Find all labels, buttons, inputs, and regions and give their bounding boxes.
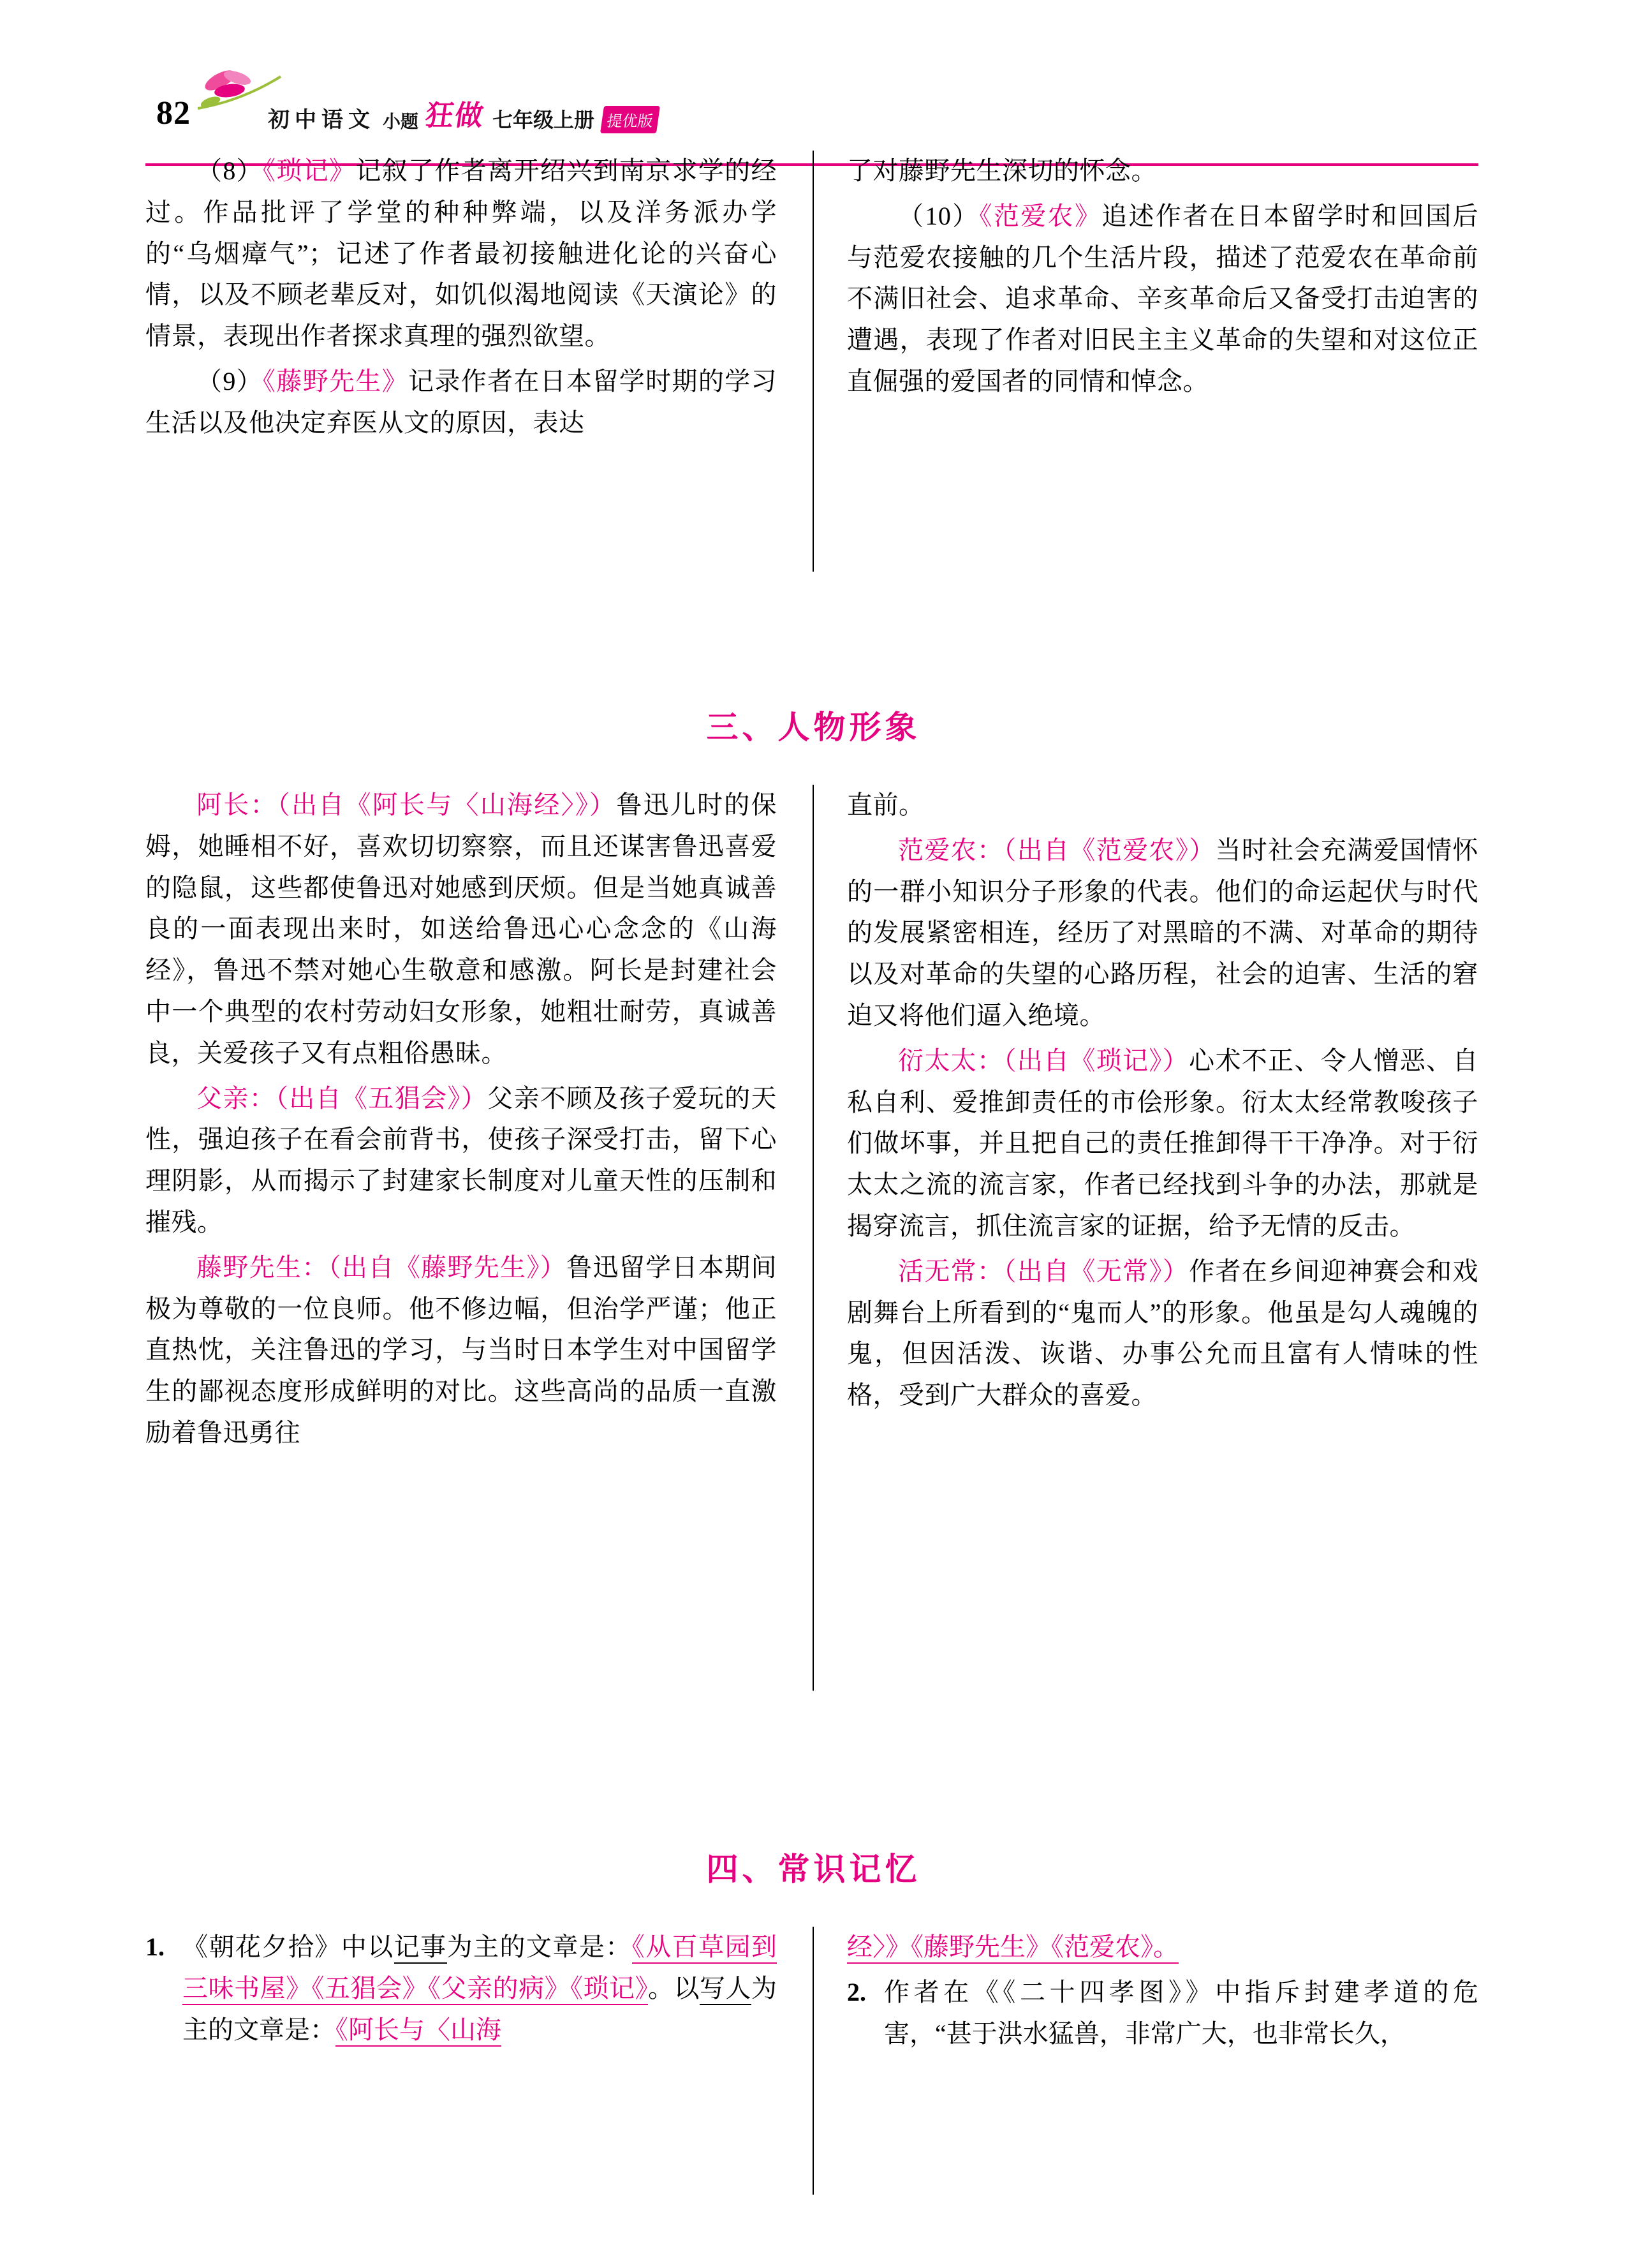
character-source-fanainong: （出自《范爱农》）	[1003, 835, 1216, 864]
book-title-fanainong: 《范爱农》	[979, 201, 1102, 230]
section-title-4: 四、常识记忆	[706, 1851, 921, 1887]
character-source-father: （出自《五猖会》）	[276, 1083, 488, 1113]
list-item-1-continuation	[847, 1927, 1478, 1968]
brand-main: 狂做	[423, 100, 487, 131]
section4-columns	[145, 1927, 1478, 2195]
book-title-suoji: 《琐记》	[263, 156, 356, 185]
character-source-huowuchang: （出自《无常》）	[1003, 1256, 1189, 1286]
page-header	[0, 38, 1627, 132]
character-desc-tengye: 鲁迅留学日本期间极为尊敬的一位良师。他不修边幅，但治学严谨；他正直热忱，关注鲁迅的学习，与当时日本学生对中国留学生的鄙视态度形成鲜明的对比。这些高尚的品质一直激励着鲁迅勇往	[145, 1252, 777, 1447]
character-name-father: 父亲	[196, 1083, 249, 1113]
section3-right-column	[847, 785, 1478, 1420]
list-item-1-mid: 为主的文章是：	[446, 1932, 632, 1961]
character-desc-father: 父亲不顾及孩子爱玩的天性，强迫孩子在看会前背书，使孩子深受打击，留下心理阴影，从而揭示了封建家长制度对儿童天性的压制和摧残。	[145, 1083, 777, 1236]
character-desc-huowuchang: 作者在乡间迎神赛会和戏剧舞台上所看到的“鬼而人”的形象。他虽是勾人魂魄的鬼，但因活泼、诙谐、办事公允而且富有人情味的性格，受到广大群众的喜爱。	[847, 1256, 1479, 1410]
column-divider-section3	[813, 785, 814, 1691]
page-number: 82	[156, 95, 191, 131]
character-desc-achang: 鲁迅儿时的保姆，她睡相不好，喜欢切切察察，而且还谋害鲁迅喜爱的隐鼠，这些都使鲁迅对她感到厌烦。但是当她真诚善良的一面表现出来时，如送给鲁迅心心念念的《山海经》，鲁迅不禁对她心生敬意和感激。阿长是封建社会中一个典型的农村劳动妇女形象，她粗壮耐劳，真诚善良，关爱孩子又有点粗俗愚昧。	[145, 790, 777, 1067]
character-name-fanainong: 范爱农	[898, 835, 978, 864]
paragraph-9: （9）《藤野先生》记录作者在日本留学时期的学习生活以及他决定弃医从文的原因，表达	[145, 366, 777, 437]
character-entry-fanainong: 范爱农：（出自《范爱农》）当时社会充满爱国情怀的一群小知识分子形象的代表。他们的命运起伏与时代的发展紧密相连，经历了对黑暗的不满、对革命的期待以及对革命的失望的心路历程，社会的迫害、生活的窘迫又将他们逼入绝境。	[847, 835, 1479, 1030]
character-entry-achang: 阿长：（出自《阿长与〈山海经〉》）鲁迅儿时的保姆，她睡相不好，喜欢切切察察，而且还谋害鲁迅喜爱的隐鼠，这些都使鲁迅对她感到厌烦。但是当她真诚善良的一面表现出来时，如送给鲁迅心心念念的《山海经》，鲁迅不禁对她心生敬意和感激。阿长是封建社会中一个典型的农村劳动妇女形象，她粗壮耐劳，真诚善良，关爱孩子又有点粗俗愚昧。	[145, 790, 777, 1067]
list-item-1-continuation-text: 经〉》《藤野先生》《范爱农》。	[847, 1932, 1179, 1964]
character-name-huowuchang: 活无常	[898, 1256, 978, 1286]
list-item-1-underline-1: 记事	[394, 1932, 447, 1964]
brand-tag: 提优版	[600, 106, 660, 133]
book-title-tengye: 《藤野先生》	[263, 366, 409, 396]
section3-left-column	[145, 785, 777, 1458]
list-item-2-quote: “甚于洪水猛兽，非常广大，也非常长久，	[935, 2019, 1406, 2048]
character-entry-tengye: 藤野先生：（出自《藤野先生》）鲁迅留学日本期间极为尊敬的一位良师。他不修边幅，但治学严谨；他正直热忱，关注鲁迅的学习，与当时日本学生对中国留学生的鄙视态度形成鲜明的对比。这些高尚的品质一直激励着鲁迅勇往	[145, 1252, 777, 1447]
brand-subject: 初中语文	[268, 108, 375, 132]
list-item-1-prefix: 《朝花夕拾》中以	[182, 1932, 394, 1961]
character-desc-fanainong: 当时社会充满爱国情怀的一群小知识分子形象的代表。他们的命运起伏与时代的发展紧密相连，经历了对黑暗的不满、对革命的期待以及对革命的失望的心路历程，社会的迫害、生活的窘迫又将他们逼入绝境。	[847, 835, 1479, 1030]
character-name-yantaitai: 衍太太	[898, 1046, 978, 1075]
list-item-2	[847, 1972, 1478, 2055]
brand-grade: 七年级上册	[492, 108, 595, 131]
list-item-1-number: 1.	[145, 1932, 165, 1961]
paragraph-8: （8）《琐记》记叙了作者离开绍兴到南京求学的经过。作品批评了学堂的种种弊端，以及洋务派办学的“乌烟瘴气”；记述了作者最初接触进化论的兴奋心情，以及不顾老辈反对，如饥似渴地阅读《天演论》的情景，表现出作者探求真理的强烈欲望。	[145, 156, 777, 351]
column-divider-section4	[813, 1927, 814, 2195]
column-divider-top	[813, 151, 814, 572]
list-item-1-underline-2: 写人	[700, 1974, 751, 2005]
paragraph-9-cont: 了对藤野先生深切的怀念。	[847, 156, 1157, 185]
brand-small: 小题	[383, 112, 419, 131]
list-item-1-mid3: 为主的文章是：	[182, 1973, 777, 2044]
section4-right-column	[847, 1927, 1478, 2058]
list-item-1-mid2: 。以	[648, 1973, 700, 2003]
list-item-1-pink-2: 《阿长与〈山海	[335, 2015, 501, 2047]
list-item-1	[145, 1927, 777, 2050]
character-name-achang: 阿长	[196, 790, 251, 819]
paragraph-10: （10）《范爱农》追述作者在日本留学时和回国后与范爱农接触的几个生活片段，描述了范爱农在革命前不满旧社会、追求革命、辛亥革命后又备受打击迫害的遭遇，表现了作者对旧民主主义革命的失望和对这位正直倔强的爱国者的同情和悼念。	[847, 201, 1479, 396]
character-entry-huowuchang: 活无常：（出自《无常》）作者在乡间迎神赛会和戏剧舞台上所看到的“鬼而人”的形象。他虽是勾人魂魄的鬼，但因活泼、诙谐、办事公允而且富有人情味的性格，受到广大群众的喜爱。	[847, 1256, 1479, 1410]
character-name-tengye: 藤野先生	[196, 1252, 302, 1282]
character-source-yantaitai: （出自《琐记》）	[1003, 1046, 1189, 1075]
list-item-2-prefix: 作者在《《二十四孝图》》中指斥封建孝道的危害，	[884, 1977, 1478, 2048]
list-item-1-pink-1: 《从百草园到三味书屋》《五猖会》《父亲的病》《琐记》	[182, 1932, 777, 2005]
character-entry-father: 父亲：（出自《五猖会》）父亲不顾及孩子爱玩的天性，强迫孩子在看会前背书，使孩子深受打击，留下心理阴影，从而揭示了封建家长制度对儿童天性的压制和摧残。	[145, 1083, 777, 1236]
brand-logo	[268, 93, 658, 133]
knowledge-list-right	[847, 1972, 1478, 2055]
section-title-3: 三、人物形象	[706, 709, 921, 745]
character-entry-yantaitai: 衍太太：（出自《琐记》）心术不正、令人憎恶、自私自利、爱推卸责任的市侩形象。衍太太经常教唆孩子们做坏事，并且把自己的责任推卸得干干净净。对于衍太太之流的流言家，作者已经找到斗争的办法，那就是揭穿流言，抓住流言家的证据，给予无情的反击。	[847, 1046, 1479, 1240]
character-source-tengye: （出自《藤野先生》）	[328, 1252, 567, 1282]
character-desc-yantaitai: 心术不正、令人憎恶、自私自利、爱推卸责任的市侩形象。衍太太经常教唆孩子们做坏事，并且把自己的责任推卸得干干净净。对于衍太太之流的流言家，作者已经找到斗争的办法，那就是揭穿流言，抓住流言家的证据，给予无情的反击。	[847, 1046, 1479, 1240]
list-item-2-number: 2.	[847, 1977, 866, 2006]
character-source-achang: （出自《阿长与〈山海经〉》）	[277, 790, 617, 819]
top-block-right-column	[847, 151, 1478, 406]
top-block-left-column	[145, 151, 777, 448]
section3-columns	[145, 785, 1478, 1703]
knowledge-list-left	[145, 1927, 777, 2050]
top-block-columns	[145, 151, 1478, 591]
character-entry-tengye-cont: 直前。	[847, 790, 925, 819]
section4-left-column	[145, 1927, 777, 2054]
